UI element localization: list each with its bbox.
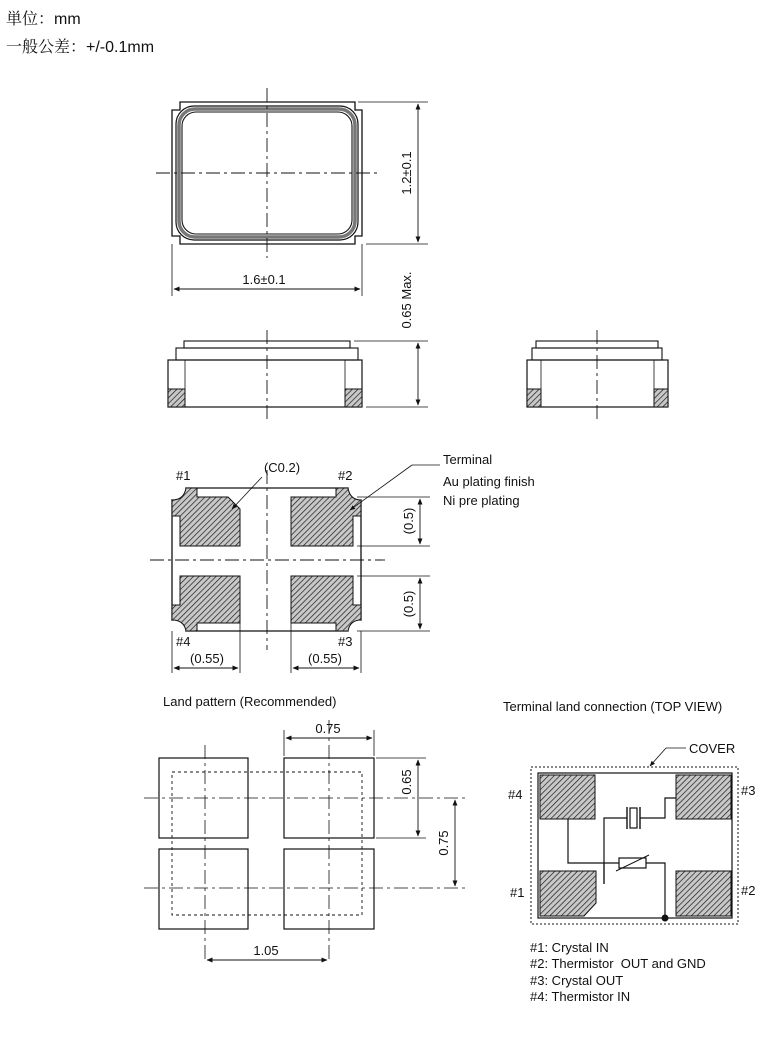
height-dimension-label: 1.2±0.1	[399, 151, 414, 195]
conn-pad-1	[540, 871, 596, 916]
conn-pin4-label: #4	[508, 787, 523, 802]
terminal-note-3: Ni pre plating	[443, 493, 520, 508]
unit-label: 単位：mm	[6, 11, 81, 28]
bottom-pin3-label: #3	[338, 634, 353, 649]
top-view	[156, 88, 428, 296]
side-terminal-right	[345, 389, 362, 407]
cover-label: COVER	[689, 741, 736, 756]
conn-pad-2	[676, 871, 731, 916]
pad-width-left-label: (0.55)	[190, 651, 224, 666]
side-view-end	[527, 330, 668, 420]
pad-1	[172, 488, 240, 546]
tolerance-label: 一般公差：+/-0.1mm	[6, 39, 155, 56]
gnd-node	[662, 915, 669, 922]
legend-item-3: #3: Crystal OUT	[530, 973, 624, 988]
bottom-pin1-label: #1	[176, 468, 191, 483]
land-pitch-vertical-label: 0.75	[436, 830, 451, 856]
bottom-pin2-label: #2	[338, 468, 353, 483]
terminal-connection	[503, 699, 755, 1004]
width-dimension-label: 1.6±0.1	[242, 272, 286, 287]
bottom-pin4-label: #4	[176, 634, 191, 649]
conn-pin2-label: #2	[741, 883, 756, 898]
conn-pad-4	[540, 775, 595, 819]
pad-4	[172, 576, 240, 631]
side-terminal-left	[168, 389, 185, 407]
side-view-front	[168, 271, 428, 420]
land-pitch-horizontal-label: 1.05	[253, 943, 279, 958]
legend-item-2: #2: Thermistor OUT and GND	[530, 956, 706, 971]
land-pattern	[144, 694, 465, 960]
land-package-outline	[172, 772, 362, 915]
legend-item-4: #4: Thermistor IN	[530, 989, 631, 1004]
land-pattern-title: Land pattern (Recommended)	[163, 694, 337, 709]
bottom-view	[150, 452, 535, 673]
max-height-dimension-label: 0.65 Max.	[399, 271, 414, 329]
connection-title: Terminal land connection (TOP VIEW)	[503, 699, 723, 714]
legend-item-1: #1: Crystal IN	[530, 940, 609, 955]
conn-pin1-label: #1	[510, 885, 525, 900]
pad-2	[291, 488, 361, 546]
chamfer-label: (C0.2)	[263, 460, 301, 475]
land-pad-width-label: 0.75	[315, 721, 341, 736]
terminal-note-2: Au plating finish	[443, 474, 535, 489]
conn-pin3-label: #3	[741, 783, 756, 798]
pad-height-upper-label: (0.5)	[401, 507, 416, 535]
pad-3	[291, 576, 361, 631]
pad-width-right-label: (0.55)	[308, 651, 342, 666]
terminal-note-1: Terminal	[443, 452, 493, 467]
pad-height-lower-label: (0.5)	[401, 590, 416, 618]
conn-pad-3	[676, 775, 731, 819]
land-pad-height-label: 0.65	[399, 769, 414, 795]
